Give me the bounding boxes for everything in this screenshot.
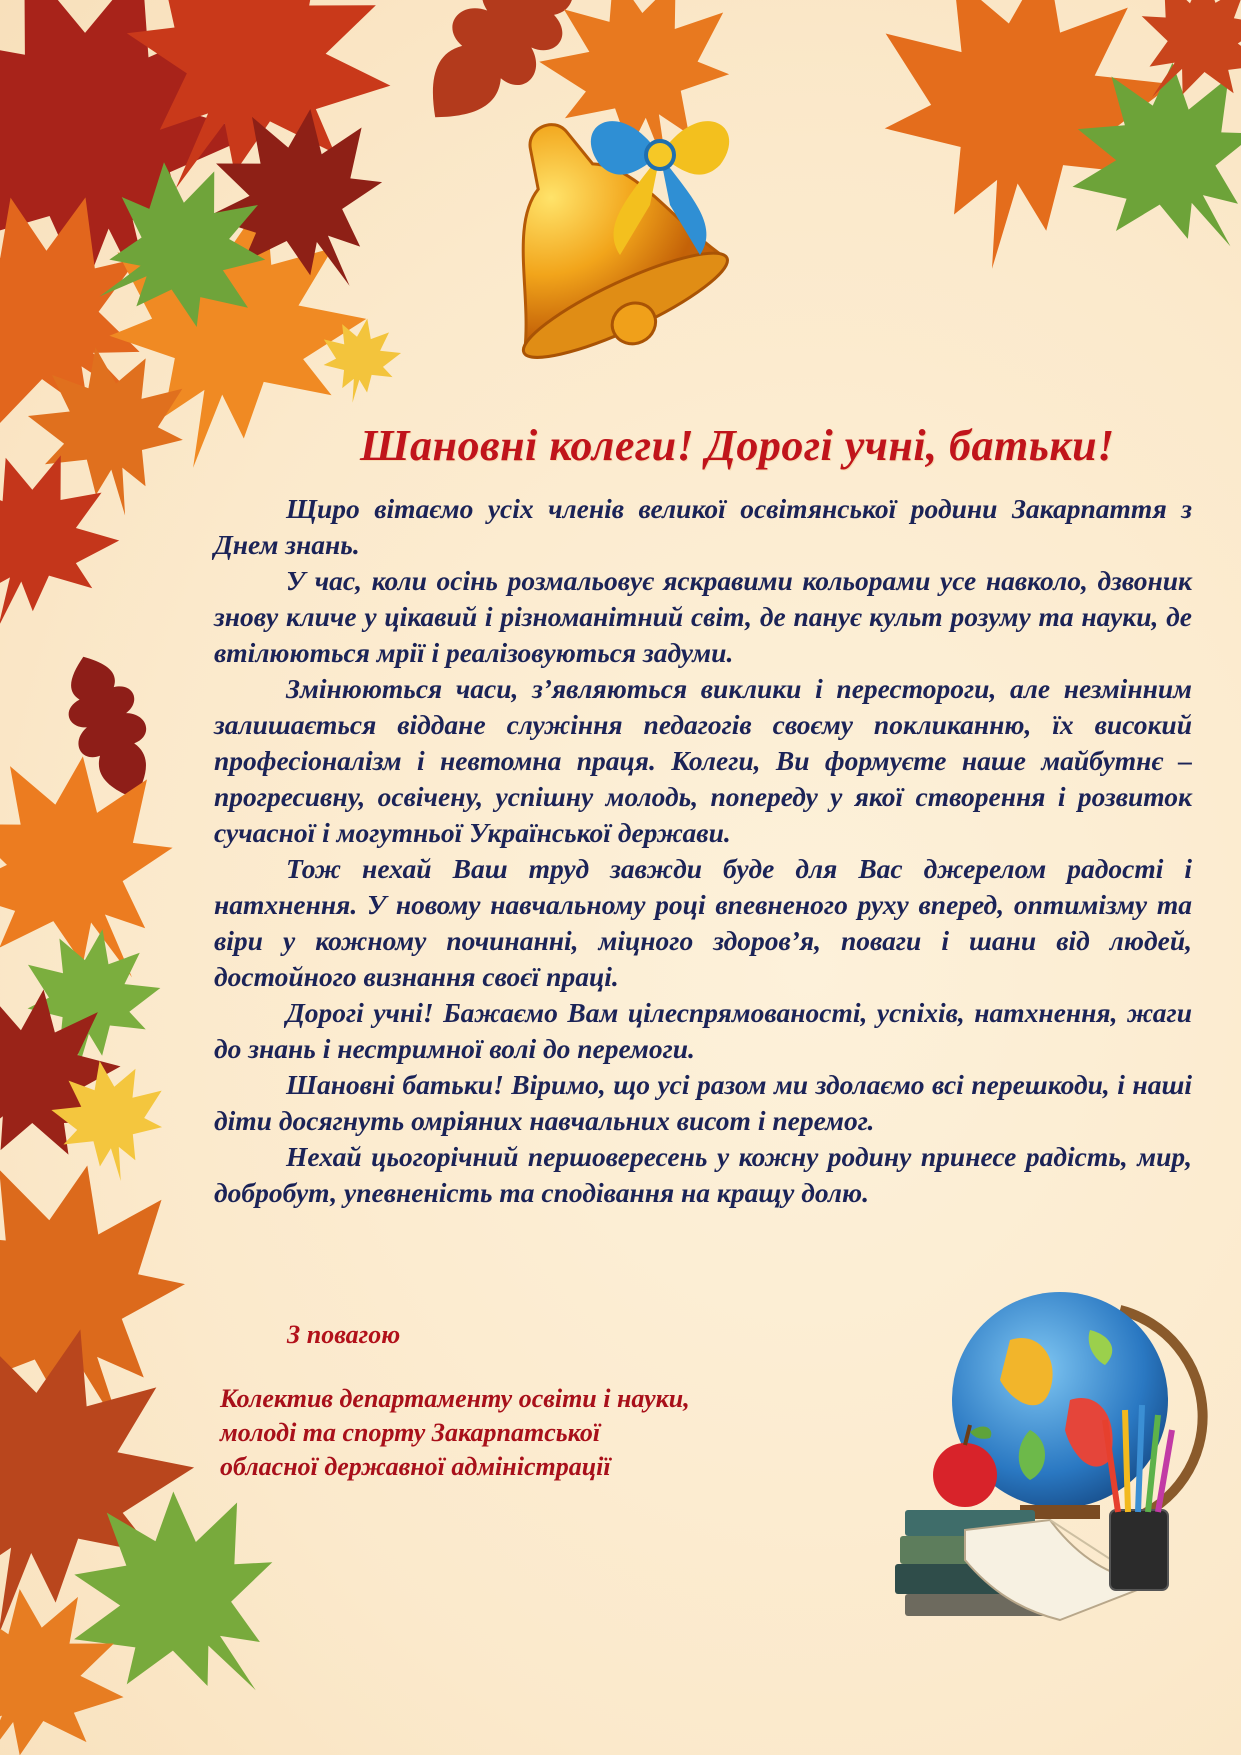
paragraph-students: Дорогі учні! Бажаємо Вам цілеспрямованості, успіхів, натхнення, жаги до знань і нестримної волі до перемоги. [214,997,1192,1064]
signature-block [220,1382,840,1484]
paragraph-greeting: Щиро вітаємо усіх членів великої освітянської родини Закарпаття з Днем знань. [214,493,1192,560]
maple-leaf-icon [849,0,1241,301]
signature-line: Колектив департаменту освіти і науки, [220,1384,690,1413]
paragraph-closing: Нехай цьогорічний першовересень у кожну родину принесе радість, мир, добробут, упевненість та сподівання на кращу долю. [214,1141,1192,1208]
letter-title: Шановні колеги! Дорогі учні, батьки! [360,421,1115,470]
paragraph-parents: Шановні батьки! Віримо, що усі разом ми здолаємо всі перешкоди, і наші діти досягнуть омріяних навчальних висот і перемог. [214,1069,1192,1136]
apple-icon [933,1425,997,1507]
paragraph-teachers: Змінюються часи, з’являються виклики і перестороги, але незмінним залишається віддане служіння педагогів своєму покликанню, їх високий професіоналізм і невтомна праця. Колеги, Ви формуєте наше майбутнє – прогресивну, освічену, успішну молодь, попереду у якої створення і розвиток сучасної і могутньої Української держави. [214,673,1192,848]
paragraph-wishes: Тож нехай Ваш труд завжди буде для Вас джерелом радості і натхнення. У новому навчальному році впевненого руху вперед, оптимізму та віри у кожному починанні, міцного здоров’я, поваги і шани від людей, достойного визнання своєї праці. [214,853,1192,992]
paragraph-autumn: У час, коли осінь розмальовує яскравими кольорами усе навколо, дзвоник знову кличе у цікавий і різноманітний світ, де панує культ розуму та науки, де втілюються мрії і реалізовуються задуми. [214,565,1192,668]
signature-line: молоді та спорту Закарпатської [220,1418,601,1447]
letter-body [214,491,1192,1211]
regards-line: З повагою [287,1320,401,1349]
signature-line: обласної державної адміністрації [220,1452,611,1481]
